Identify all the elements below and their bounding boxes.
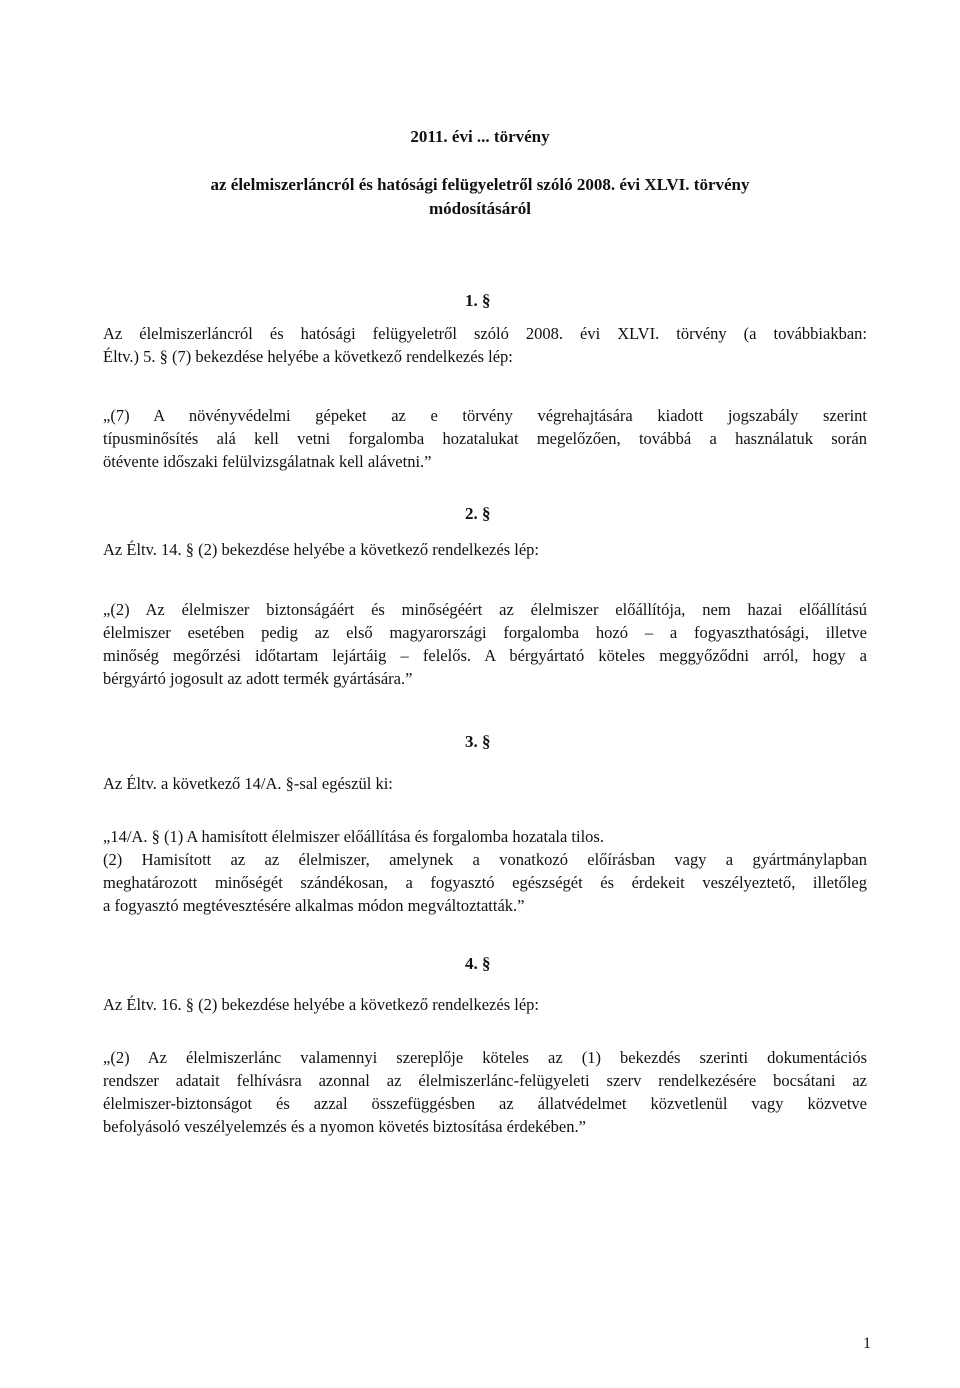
section-4-quote (103, 1046, 867, 1138)
section-3-quote-line: a fogyasztó megtévesztésére alkalmas módon megváltoztatták.” (103, 896, 525, 915)
section-2-heading: 2. § (465, 504, 491, 523)
section-1-intro (103, 322, 867, 368)
section-3-quote-line: (2) Hamisított az az élelmiszer, amelynek a vonatkozó előírásban vagy a gyártmánylapban (103, 850, 867, 869)
section-4-quote-line: rendszer adatait felhívásra azonnal az élelmiszerlánc-felügyeleti szerv rendelkezésére bocsátani az (103, 1071, 867, 1090)
document-subtitle-line-1: az élelmiszerláncról és hatósági felügyeletről szóló 2008. évi XLVI. törvény (210, 175, 750, 194)
document-subtitle-line-2: módosításáról (429, 199, 531, 218)
section-3-intro-line: Az Éltv. a következő 14/A. §-sal egészül ki: (103, 774, 393, 793)
section-2-quote-line: élelmiszer esetében pedig az első magyarországi forgalomba hozó – a fogyaszthatósági, illetve (103, 623, 867, 642)
section-4-quote-line: befolyásoló veszélyelemzés és a nyomon követés biztosítása érdekében.” (103, 1117, 586, 1136)
section-1-quote-line: „(7) A növényvédelmi gépeket az e törvény végrehajtására kiadott jogszabály szerint (103, 406, 867, 425)
section-4-quote-line: élelmiszer-biztonságot és azzal összefüggésben az állatvédelmet közvetlenül vagy közvetve (103, 1094, 867, 1113)
section-1-heading: 1. § (465, 291, 491, 310)
section-4-intro-line: Az Éltv. 16. § (2) bekezdése helyébe a következő rendelkezés lép: (103, 995, 539, 1014)
section-4-heading: 4. § (465, 954, 491, 973)
section-2-quote (103, 598, 867, 690)
section-1-quote-line: ötévente időszaki felülvizsgálatnak kell alávetni.” (103, 452, 432, 471)
section-1-quote-line: típusminősítés alá kell vetni forgalomba hozatalukat megelőzően, továbbá a használatuk során (103, 429, 867, 448)
section-3-quote-line: „14/A. § (1) A hamisított élelmiszer előállítása és forgalomba hozatala tilos. (103, 827, 604, 846)
section-2-quote-line: bérgyártó jogosult az adott termék gyártására.” (103, 669, 413, 688)
section-2-quote-line: „(2) Az élelmiszer biztonságáért és minőségéért az élelmiszer előállítója, nem hazai előállítású (103, 600, 867, 619)
section-3-heading: 3. § (465, 732, 491, 751)
section-1-intro-line: Az élelmiszerláncról és hatósági felügyeletről szóló 2008. évi XLVI. törvény (a továbbiakban: (103, 324, 867, 343)
section-3-intro (103, 772, 867, 795)
section-2-quote-line: minőség megőrzési időtartam lejártáig – felelős. A bérgyártató köteles meggyőződni arról, hogy a (103, 646, 867, 665)
section-2-intro-line: Az Éltv. 14. § (2) bekezdése helyébe a következő rendelkezés lép: (103, 540, 539, 559)
section-2-intro (103, 538, 867, 561)
section-3-quote (103, 825, 867, 917)
page-number: 1 (863, 1335, 871, 1352)
section-4-quote-line: „(2) Az élelmiszerlánc valamennyi szereplője köteles az (1) bekezdés szerinti dokumentációs (103, 1048, 867, 1067)
section-1-quote (103, 404, 867, 473)
section-3-quote-line: meghatározott minőségét szándékosan, a fogyasztó egészségét és érdekeit veszélyeztető, illetőleg (103, 873, 867, 892)
section-1-intro-line: Éltv.) 5. § (7) bekezdése helyébe a következő rendelkezés lép: (103, 347, 513, 366)
section-4-intro (103, 993, 867, 1016)
document-title: 2011. évi ... törvény (410, 127, 550, 146)
